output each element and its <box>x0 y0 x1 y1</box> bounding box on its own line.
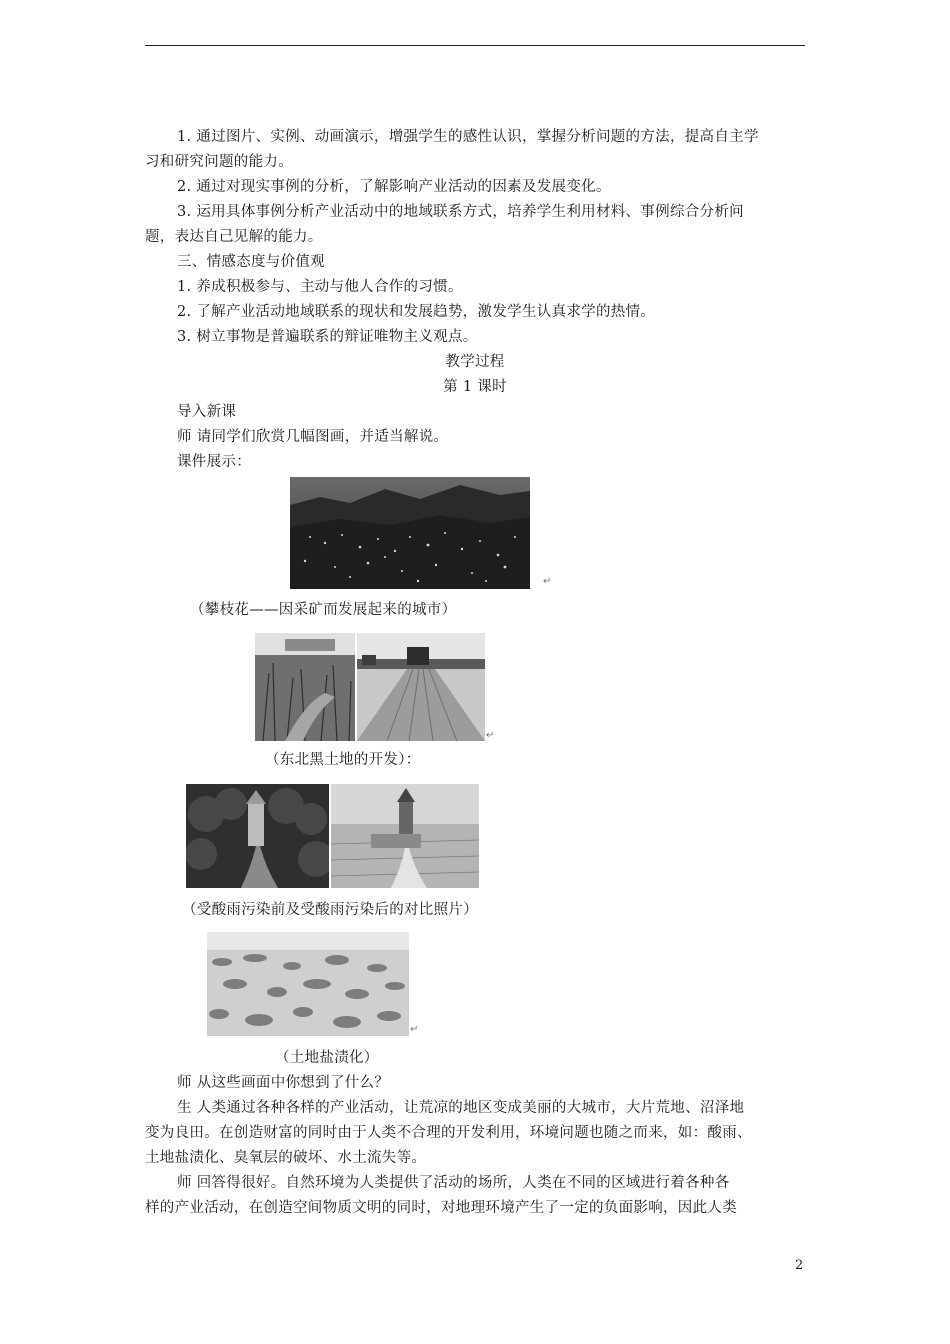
objective-item-3-line1: 3. 运用具体事例分析产业活动中的地域联系方式，培养学生利用材料、事例综合分析问 <box>177 204 744 220</box>
panzhihua-city-photo <box>290 477 530 589</box>
student-answer-line3: 土地盐渍化、臭氧层的破坏、水土流失等。 <box>145 1150 427 1166</box>
caption-panzhihua: （攀枝花——因采矿而发展起来的城市） <box>190 602 457 618</box>
page-number: 2 <box>795 1258 804 1273</box>
student-answer-line1: 生 人类通过各种各样的产业活动，让荒凉的地区变成美丽的大城市，大片荒地、沼泽地 <box>177 1100 745 1116</box>
process-title: 教学过程 <box>445 354 505 370</box>
intro-heading: 导入新课 <box>177 404 237 420</box>
caption-acid-rain: （受酸雨污染前及受酸雨污染后的对比照片） <box>182 902 478 918</box>
objective-item-2: 2. 通过对现实事例的分析，了解影响产业活动的因素及发展变化。 <box>177 179 611 195</box>
acid-rain-before-photo <box>186 784 329 888</box>
teacher-question: 师 从这些画面中你想到了什么？ <box>177 1075 390 1091</box>
return-mark: ↵ <box>543 576 552 587</box>
blackland-grass-photo <box>255 633 355 741</box>
acid-rain-after-photo <box>331 784 479 888</box>
attitude-item-2: 2. 了解产业活动地域联系的现状和发展趋势，激发学生认真求学的热情。 <box>177 304 656 320</box>
caption-salinization: （土地盐渍化） <box>275 1050 379 1066</box>
courseware-label: 课件展示： <box>177 454 251 470</box>
header-rule <box>145 45 805 46</box>
caption-blackland: （东北黑土地的开发）： <box>265 752 421 768</box>
lesson-title: 第 1 课时 <box>443 379 507 395</box>
blackland-harvest-photo <box>357 633 485 741</box>
teacher-response-line1: 师 回答得很好。自然环境为人类提供了活动的场所，人类在不同的区域进行着各种各 <box>177 1175 730 1191</box>
teacher-line: 师 请同学们欣赏几幅图画，并适当解说。 <box>177 429 449 445</box>
attitude-heading: 三、情感态度与价值观 <box>177 254 325 270</box>
salinization-photo <box>207 932 409 1036</box>
attitude-item-1: 1. 养成积极参与、主动与他人合作的习惯。 <box>177 279 463 295</box>
return-mark: ↵ <box>486 730 495 741</box>
student-answer-line2: 变为良田。在创造财富的同时由于人类不合理的开发利用，环境问题也随之而来，如：酸雨、 <box>145 1125 752 1141</box>
attitude-item-3: 3. 树立事物是普遍联系的辩证唯物主义观点。 <box>177 329 478 345</box>
objective-item-1-line2: 习和研究问题的能力。 <box>145 154 293 170</box>
teacher-response-line2: 样的产业活动，在创造空间物质文明的同时，对地理环境产生了一定的负面影响，因此人类 <box>145 1200 737 1216</box>
return-mark: ↵ <box>410 1024 419 1035</box>
objective-item-3-line2: 题，表达自己见解的能力。 <box>145 229 323 245</box>
objective-item-1-line1: 1. 通过图片、实例、动画演示，增强学生的感性认识，掌握分析问题的方法，提高自主学 <box>177 129 759 145</box>
